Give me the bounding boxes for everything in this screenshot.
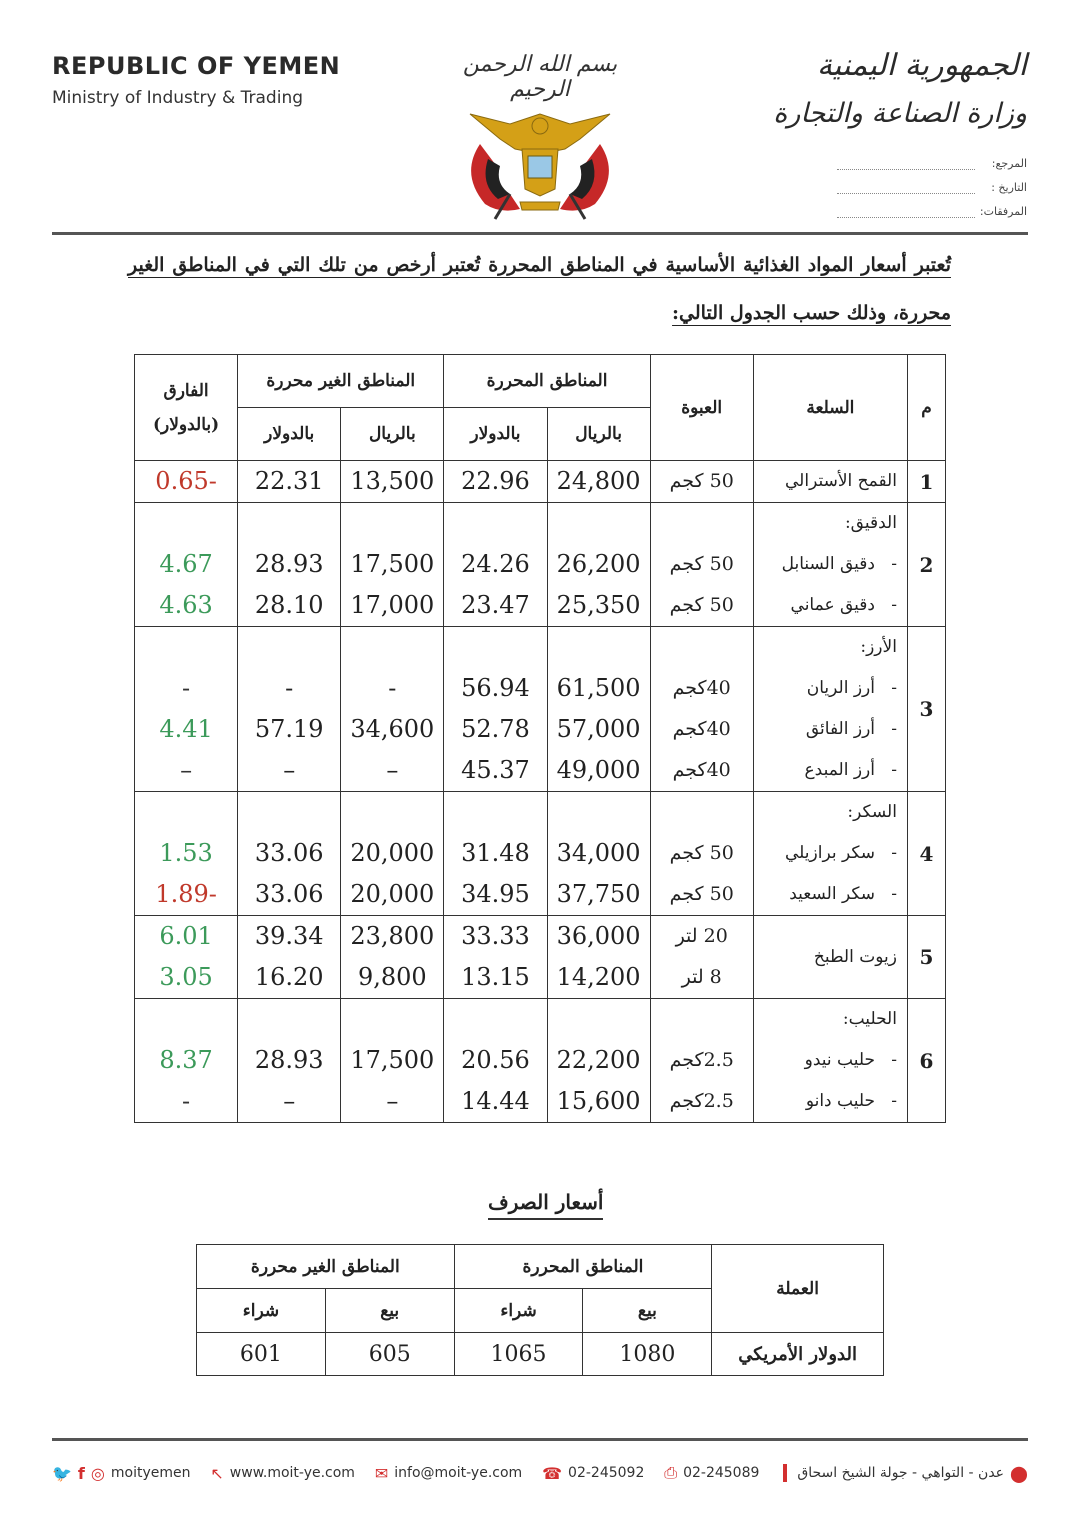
ref-label: المرجع: xyxy=(991,157,1027,170)
group-spacer xyxy=(548,999,650,1040)
commodity-group: الحليب: xyxy=(842,1009,897,1029)
commodity-cell xyxy=(753,916,907,999)
lib-usd-cell xyxy=(444,916,547,999)
difference-value: 1.53 xyxy=(159,839,213,867)
package-value: 50 كجم xyxy=(669,553,734,575)
group-spacer xyxy=(238,999,340,1040)
non-rial-cell xyxy=(341,461,444,503)
header-non-dollar: بالدولار xyxy=(238,408,341,461)
lib-usd-value: 45.37 xyxy=(461,756,530,784)
intro-line-2: محررة، وذلك حسب الجدول التالي: xyxy=(672,302,951,324)
table-row xyxy=(135,999,946,1123)
footer-social xyxy=(52,1464,190,1483)
cursor-icon: ↖ xyxy=(210,1463,224,1483)
header-package: العبوة xyxy=(650,355,753,461)
table-row xyxy=(135,461,946,503)
header-commodity: السلعة xyxy=(753,355,907,461)
lib-rial-value: 57,000 xyxy=(556,715,641,743)
lib-usd-cell xyxy=(444,627,547,792)
non-usd-value: – xyxy=(283,1087,296,1115)
package-value: 2.5كجم xyxy=(669,1049,734,1071)
non-rial-cell xyxy=(341,503,444,627)
commodity-group: الأرز: xyxy=(860,637,897,657)
lib-rial-cell xyxy=(547,792,650,916)
phone-icon: ☎ xyxy=(542,1463,563,1483)
package-cell xyxy=(650,461,753,503)
commodity-name: القمح الأسترالي xyxy=(785,471,897,491)
basmala: بسم الله الرحمن الرحيم xyxy=(462,52,618,102)
non-usd-cell xyxy=(238,503,341,627)
row-index: 4 xyxy=(907,792,945,916)
commodity-name: - أرز المبدع xyxy=(804,760,897,780)
header-divider xyxy=(52,232,1028,235)
commodity-cell xyxy=(753,503,907,627)
non-usd-value: 28.10 xyxy=(254,591,324,619)
group-spacer xyxy=(548,503,650,544)
commodity-cell xyxy=(753,627,907,792)
lib-usd-value: 20.56 xyxy=(461,1046,530,1074)
non-usd-value: 39.34 xyxy=(254,922,324,950)
header-diff-unit: (بالدولار) xyxy=(152,414,220,435)
commodity-group: السكر: xyxy=(847,802,897,822)
group-spacer xyxy=(135,627,237,668)
group-spacer xyxy=(444,627,546,668)
lib-rial-cell xyxy=(547,461,650,503)
package-cell xyxy=(650,916,753,999)
date-line xyxy=(837,181,975,194)
lib-rial-value: 37,750 xyxy=(556,880,641,908)
lib-rial-cell xyxy=(547,503,650,627)
lib-usd-value: 33.33 xyxy=(461,922,530,950)
lib-rial-value: 25,350 xyxy=(556,591,641,619)
commodity-name: زيوت الطبخ xyxy=(813,947,897,967)
fx-header-lib-buy: شراء xyxy=(454,1289,583,1333)
ref-line xyxy=(837,157,975,170)
table-row xyxy=(135,503,946,627)
row-index: 6 xyxy=(907,999,945,1123)
difference-value: – xyxy=(180,756,193,784)
commodity-cell xyxy=(753,792,907,916)
address-separator xyxy=(783,1464,787,1482)
table-row xyxy=(135,792,946,916)
package-value: 2.5كجم xyxy=(669,1090,734,1112)
arabic-ministry: وزارة الصناعة والتجارة xyxy=(773,98,1027,129)
footer-address xyxy=(779,1464,1028,1483)
difference-value: - xyxy=(182,674,191,702)
envelope-icon: ✉ xyxy=(374,1463,389,1483)
lib-rial-value: 22,200 xyxy=(556,1046,641,1074)
non-usd-value: 28.93 xyxy=(254,550,324,578)
non-rial-value: 9,800 xyxy=(357,963,427,991)
lib-rial-value: 24,800 xyxy=(556,467,641,495)
non-usd-cell xyxy=(238,916,341,999)
header-non-rial: بالريال xyxy=(341,408,444,461)
group-spacer xyxy=(341,627,443,668)
group-spacer xyxy=(135,792,237,833)
non-usd-value: 16.20 xyxy=(254,963,324,991)
non-usd-cell xyxy=(238,792,341,916)
fx-non-sell: 605 xyxy=(325,1333,454,1376)
attachments-row xyxy=(837,194,1027,218)
footer xyxy=(52,1458,1028,1488)
footer-phone xyxy=(542,1464,644,1483)
row-index: 2 xyxy=(907,503,945,627)
non-rial-cell xyxy=(341,627,444,792)
row-index: 3 xyxy=(907,627,945,792)
yemen-emblem-icon xyxy=(440,104,640,224)
lib-rial-value: 61,500 xyxy=(556,674,641,702)
lib-usd-value: 23.47 xyxy=(461,591,530,619)
difference-value: 8.37 xyxy=(159,1046,213,1074)
commodity-name: - دقيق السنابل xyxy=(781,554,897,574)
group-spacer xyxy=(238,627,340,668)
package-value: 40كجم xyxy=(672,677,731,699)
table-row xyxy=(135,916,946,999)
non-usd-cell xyxy=(238,999,341,1123)
non-usd-value: – xyxy=(283,756,296,784)
package-value: 50 كجم xyxy=(669,470,734,492)
phone-number: 02-245092 xyxy=(568,1465,645,1481)
footer-website xyxy=(210,1464,355,1483)
difference-value: 4.63 xyxy=(159,591,213,619)
lib-rial-cell xyxy=(547,999,650,1123)
non-rial-value: – xyxy=(386,1087,399,1115)
commodity-name: - أرز الفائق xyxy=(805,719,897,739)
lib-usd-cell xyxy=(444,792,547,916)
difference-value: - xyxy=(182,1087,191,1115)
commodity-name: - سكر برازيلي xyxy=(785,843,897,863)
table-row xyxy=(135,627,946,792)
non-rial-value: 20,000 xyxy=(350,839,435,867)
difference-value: 4.41 xyxy=(159,715,213,743)
commodity-name: - حليب دانو xyxy=(805,1091,897,1111)
difference-cell xyxy=(135,916,238,999)
footer-email xyxy=(375,1464,522,1483)
date-label: التاريخ : xyxy=(991,181,1027,194)
difference-value: 3.05 xyxy=(159,963,213,991)
non-usd-value: 28.93 xyxy=(254,1046,324,1074)
social-handle[interactable]: moityemen xyxy=(110,1465,191,1481)
non-usd-value: 33.06 xyxy=(254,839,324,867)
lib-rial-cell xyxy=(547,627,650,792)
row-index: 1 xyxy=(907,461,945,503)
commodity-name: - أرز الريان xyxy=(806,678,897,698)
fx-header-non-sell: بيع xyxy=(325,1289,454,1333)
fx-header-liberated: المناطق المحررة xyxy=(454,1245,712,1289)
fx-header-currency: العملة xyxy=(712,1245,884,1333)
group-spacer xyxy=(135,999,237,1040)
group-spacer xyxy=(444,999,546,1040)
lib-usd-cell xyxy=(444,503,547,627)
header-non-liberated: المناطق الغير محررة xyxy=(238,355,444,408)
non-usd-value: 22.31 xyxy=(254,467,324,495)
difference-value: 4.67 xyxy=(159,550,213,578)
group-spacer xyxy=(238,792,340,833)
arabic-title: الجمهورية اليمنية xyxy=(816,48,1027,83)
non-rial-value: 20,000 xyxy=(350,880,435,908)
group-spacer xyxy=(651,792,753,833)
group-spacer xyxy=(135,503,237,544)
header-diff-label: الفارق xyxy=(163,380,209,401)
lib-usd-value: 52.78 xyxy=(461,715,530,743)
fx-lib-sell: 1080 xyxy=(583,1333,712,1376)
group-spacer xyxy=(651,627,753,668)
package-value: 50 كجم xyxy=(669,842,734,864)
group-spacer xyxy=(548,627,650,668)
package-value: 20 لتر xyxy=(675,925,728,947)
package-value: 50 كجم xyxy=(669,594,734,616)
attachments-line xyxy=(837,205,975,218)
difference-cell xyxy=(135,627,238,792)
group-spacer xyxy=(651,999,753,1040)
commodity-name: - حليب نيدو xyxy=(804,1050,897,1070)
non-rial-value: 23,800 xyxy=(350,922,435,950)
lib-rial-value: 49,000 xyxy=(556,756,641,784)
header-lib-dollar: بالدولار xyxy=(444,408,547,461)
difference-cell xyxy=(135,792,238,916)
difference-value: -0.65 xyxy=(155,467,217,495)
reference-block xyxy=(837,146,1027,218)
non-usd-value: 33.06 xyxy=(254,880,324,908)
footer-fax xyxy=(664,1463,759,1483)
package-value: 8 لتر xyxy=(681,966,722,988)
instagram-icon[interactable]: ◎ xyxy=(90,1463,105,1483)
fax-icon: ⎙ xyxy=(664,1463,678,1482)
non-rial-value: 13,500 xyxy=(350,467,435,495)
non-rial-value: 17,000 xyxy=(350,591,435,619)
lib-usd-cell xyxy=(444,999,547,1123)
lib-usd-value: 14.44 xyxy=(461,1087,530,1115)
lib-rial-value: 36,000 xyxy=(556,922,641,950)
group-spacer xyxy=(444,792,546,833)
group-spacer xyxy=(548,792,650,833)
lib-usd-value: 31.48 xyxy=(461,839,530,867)
fx-title: أسعار الصرف xyxy=(488,1190,603,1220)
difference-value: -1.89 xyxy=(155,880,217,908)
lib-rial-value: 26,200 xyxy=(556,550,641,578)
non-rial-cell xyxy=(341,792,444,916)
english-subtitle: Ministry of Industry & Trading xyxy=(52,88,304,108)
difference-cell xyxy=(135,503,238,627)
row-index: 5 xyxy=(907,916,945,999)
lib-rial-value: 15,600 xyxy=(556,1087,641,1115)
non-rial-value: 17,500 xyxy=(350,550,435,578)
non-usd-cell xyxy=(238,627,341,792)
non-rial-value: – xyxy=(386,756,399,784)
lib-rial-value: 34,000 xyxy=(556,839,641,867)
lib-usd-value: 22.96 xyxy=(461,467,530,495)
footer-divider xyxy=(52,1438,1028,1441)
header-difference xyxy=(135,355,238,461)
difference-value: 6.01 xyxy=(159,922,213,950)
fax-number: 02-245089 xyxy=(683,1465,760,1481)
non-usd-cell xyxy=(238,461,341,503)
commodity-name: - دقيق عماني xyxy=(790,595,897,615)
package-value: 40كجم xyxy=(672,718,731,740)
header-liberated: المناطق المحررة xyxy=(444,355,650,408)
group-spacer xyxy=(444,503,546,544)
lib-usd-cell xyxy=(444,461,547,503)
package-cell xyxy=(650,503,753,627)
lib-usd-value: 13.15 xyxy=(461,963,530,991)
commodity-cell xyxy=(753,999,907,1123)
group-spacer xyxy=(341,792,443,833)
non-rial-value: 17,500 xyxy=(350,1046,435,1074)
difference-cell xyxy=(135,461,238,503)
commodity-cell xyxy=(753,461,907,503)
group-spacer xyxy=(341,503,443,544)
header-index: م xyxy=(907,355,945,461)
package-cell xyxy=(650,792,753,916)
fx-non-buy: 601 xyxy=(197,1333,326,1376)
intro-line-1: تُعتبر أسعار المواد الغذائية الأساسية في المناطق المحررة تُعتبر أرخص من تلك التي في المناطق الغير xyxy=(128,254,951,276)
lib-rial-cell xyxy=(547,916,650,999)
group-spacer xyxy=(651,503,753,544)
package-cell xyxy=(650,999,753,1123)
fx-header-non-liberated: المناطق الغير محررة xyxy=(197,1245,455,1289)
prices-body xyxy=(135,461,946,1123)
lib-rial-value: 14,200 xyxy=(556,963,641,991)
group-spacer xyxy=(341,999,443,1040)
website-link[interactable]: www.moit-ye.com xyxy=(229,1465,355,1481)
non-usd-value: 57.19 xyxy=(254,715,324,743)
twitter-icon[interactable]: 🐦 xyxy=(52,1463,72,1483)
commodity-name: - سكر السعيد xyxy=(789,884,897,904)
group-spacer xyxy=(238,503,340,544)
fx-currency: الدولار الأمريكي xyxy=(712,1333,884,1376)
fx-header-non-buy: شراء xyxy=(197,1289,326,1333)
lib-usd-value: 56.94 xyxy=(461,674,530,702)
facebook-icon[interactable]: f xyxy=(77,1463,85,1483)
non-rial-cell xyxy=(341,999,444,1123)
non-usd-value: - xyxy=(285,674,294,702)
date-row xyxy=(837,170,1027,194)
lib-usd-value: 24.26 xyxy=(461,550,530,578)
non-rial-value: 34,600 xyxy=(350,715,435,743)
english-title: REPUBLIC OF YEMEN xyxy=(52,52,341,80)
location-pin-icon: ⬤ xyxy=(1010,1463,1028,1483)
commodity-group: الدقيق: xyxy=(844,513,897,533)
difference-cell xyxy=(135,999,238,1123)
package-value: 40كجم xyxy=(672,759,731,781)
non-rial-value: - xyxy=(388,674,397,702)
email-link[interactable]: info@moit-ye.com xyxy=(394,1465,523,1481)
fx-lib-buy: 1065 xyxy=(454,1333,583,1376)
lib-usd-value: 34.95 xyxy=(461,880,530,908)
package-cell xyxy=(650,627,753,792)
address-text: عدن - التواهي - جولة الشيخ اسحاق xyxy=(797,1465,1005,1481)
ref-row xyxy=(837,146,1027,170)
fx-header-lib-sell: بيع xyxy=(583,1289,712,1333)
exchange-rate-table xyxy=(196,1244,884,1376)
prices-table xyxy=(134,354,946,1123)
header-lib-rial: بالريال xyxy=(547,408,650,461)
package-value: 50 كجم xyxy=(669,883,734,905)
non-rial-cell xyxy=(341,916,444,999)
attachments-label: المرفقات: xyxy=(979,205,1027,218)
